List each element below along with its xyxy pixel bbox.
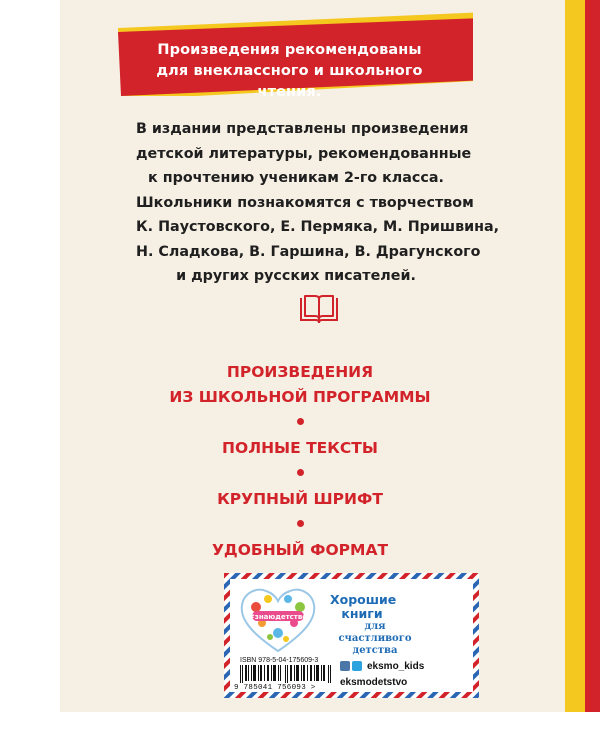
description-line: Н. Сладкова, В. Гаршина, В. Драгунского	[136, 243, 481, 260]
heart-logo-icon	[238, 585, 318, 655]
postcard-inner	[230, 579, 473, 692]
feature-school-program-line-2: ИЗ ШКОЛЬНОЙ ПРОГРАММЫ	[169, 388, 431, 406]
banner-text	[122, 40, 457, 103]
barcode-icon	[240, 665, 332, 683]
bullet-dot	[297, 469, 304, 476]
yellow-edge-stripe	[565, 0, 585, 712]
description-line: детской литературы, рекомендованные	[136, 145, 472, 162]
book-back-cover	[60, 0, 600, 712]
description-line: Школьники познакомятся с творчеством	[136, 194, 474, 211]
slogan-line-1: Хорошие	[330, 592, 397, 607]
slogan-line-3: для счастливого	[338, 621, 412, 644]
slogan-line-2: книги	[341, 606, 383, 621]
banner-line-1: Произведения рекомендованы	[157, 42, 422, 58]
hashtag-text: #знаюдетство	[248, 613, 308, 621]
book-description	[136, 117, 500, 289]
social-handle-kids: eksmo_kids	[367, 660, 425, 672]
slogan-line-4: детства	[352, 645, 398, 656]
red-edge-stripe	[585, 0, 600, 712]
social-handle-detstvo: eksmodetstvo	[340, 676, 408, 688]
banner-line-2: для внеклассного и школьного чтения.	[156, 63, 423, 100]
social-links	[340, 658, 470, 690]
social-row-detstvo	[340, 674, 470, 690]
description-line: К. Паустовского, Е. Пермяка, М. Пришвина,	[136, 219, 500, 235]
social-row-kids	[340, 658, 470, 674]
feature-full-texts: ПОЛНЫЕ ТЕКСТЫ	[222, 439, 378, 457]
features-list	[130, 360, 470, 563]
isbn-text: ISBN 978-5-04-175609-3	[240, 657, 319, 664]
description-line: и других русских писателей.	[176, 268, 416, 284]
slogan	[330, 593, 445, 657]
open-book-icon	[298, 294, 340, 326]
vk-icon	[340, 661, 350, 671]
description-line: к прочтению ученикам 2-го класса.	[148, 170, 444, 186]
feature-large-font: КРУПНЫЙ ШРИФТ	[217, 490, 383, 508]
bullet-dot	[297, 418, 304, 425]
telegram-icon	[352, 661, 362, 671]
description-line: В издании представлены произведения	[136, 121, 469, 137]
feature-convenient-format: УДОБНЫЙ ФОРМАТ	[211, 541, 389, 559]
postcard-panel	[224, 573, 479, 698]
bullet-dot	[297, 520, 304, 527]
feature-school-program-line-1: ПРОИЗВЕДЕНИЯ	[226, 363, 374, 381]
barcode-number: 9 785041 756093 >	[234, 684, 316, 692]
